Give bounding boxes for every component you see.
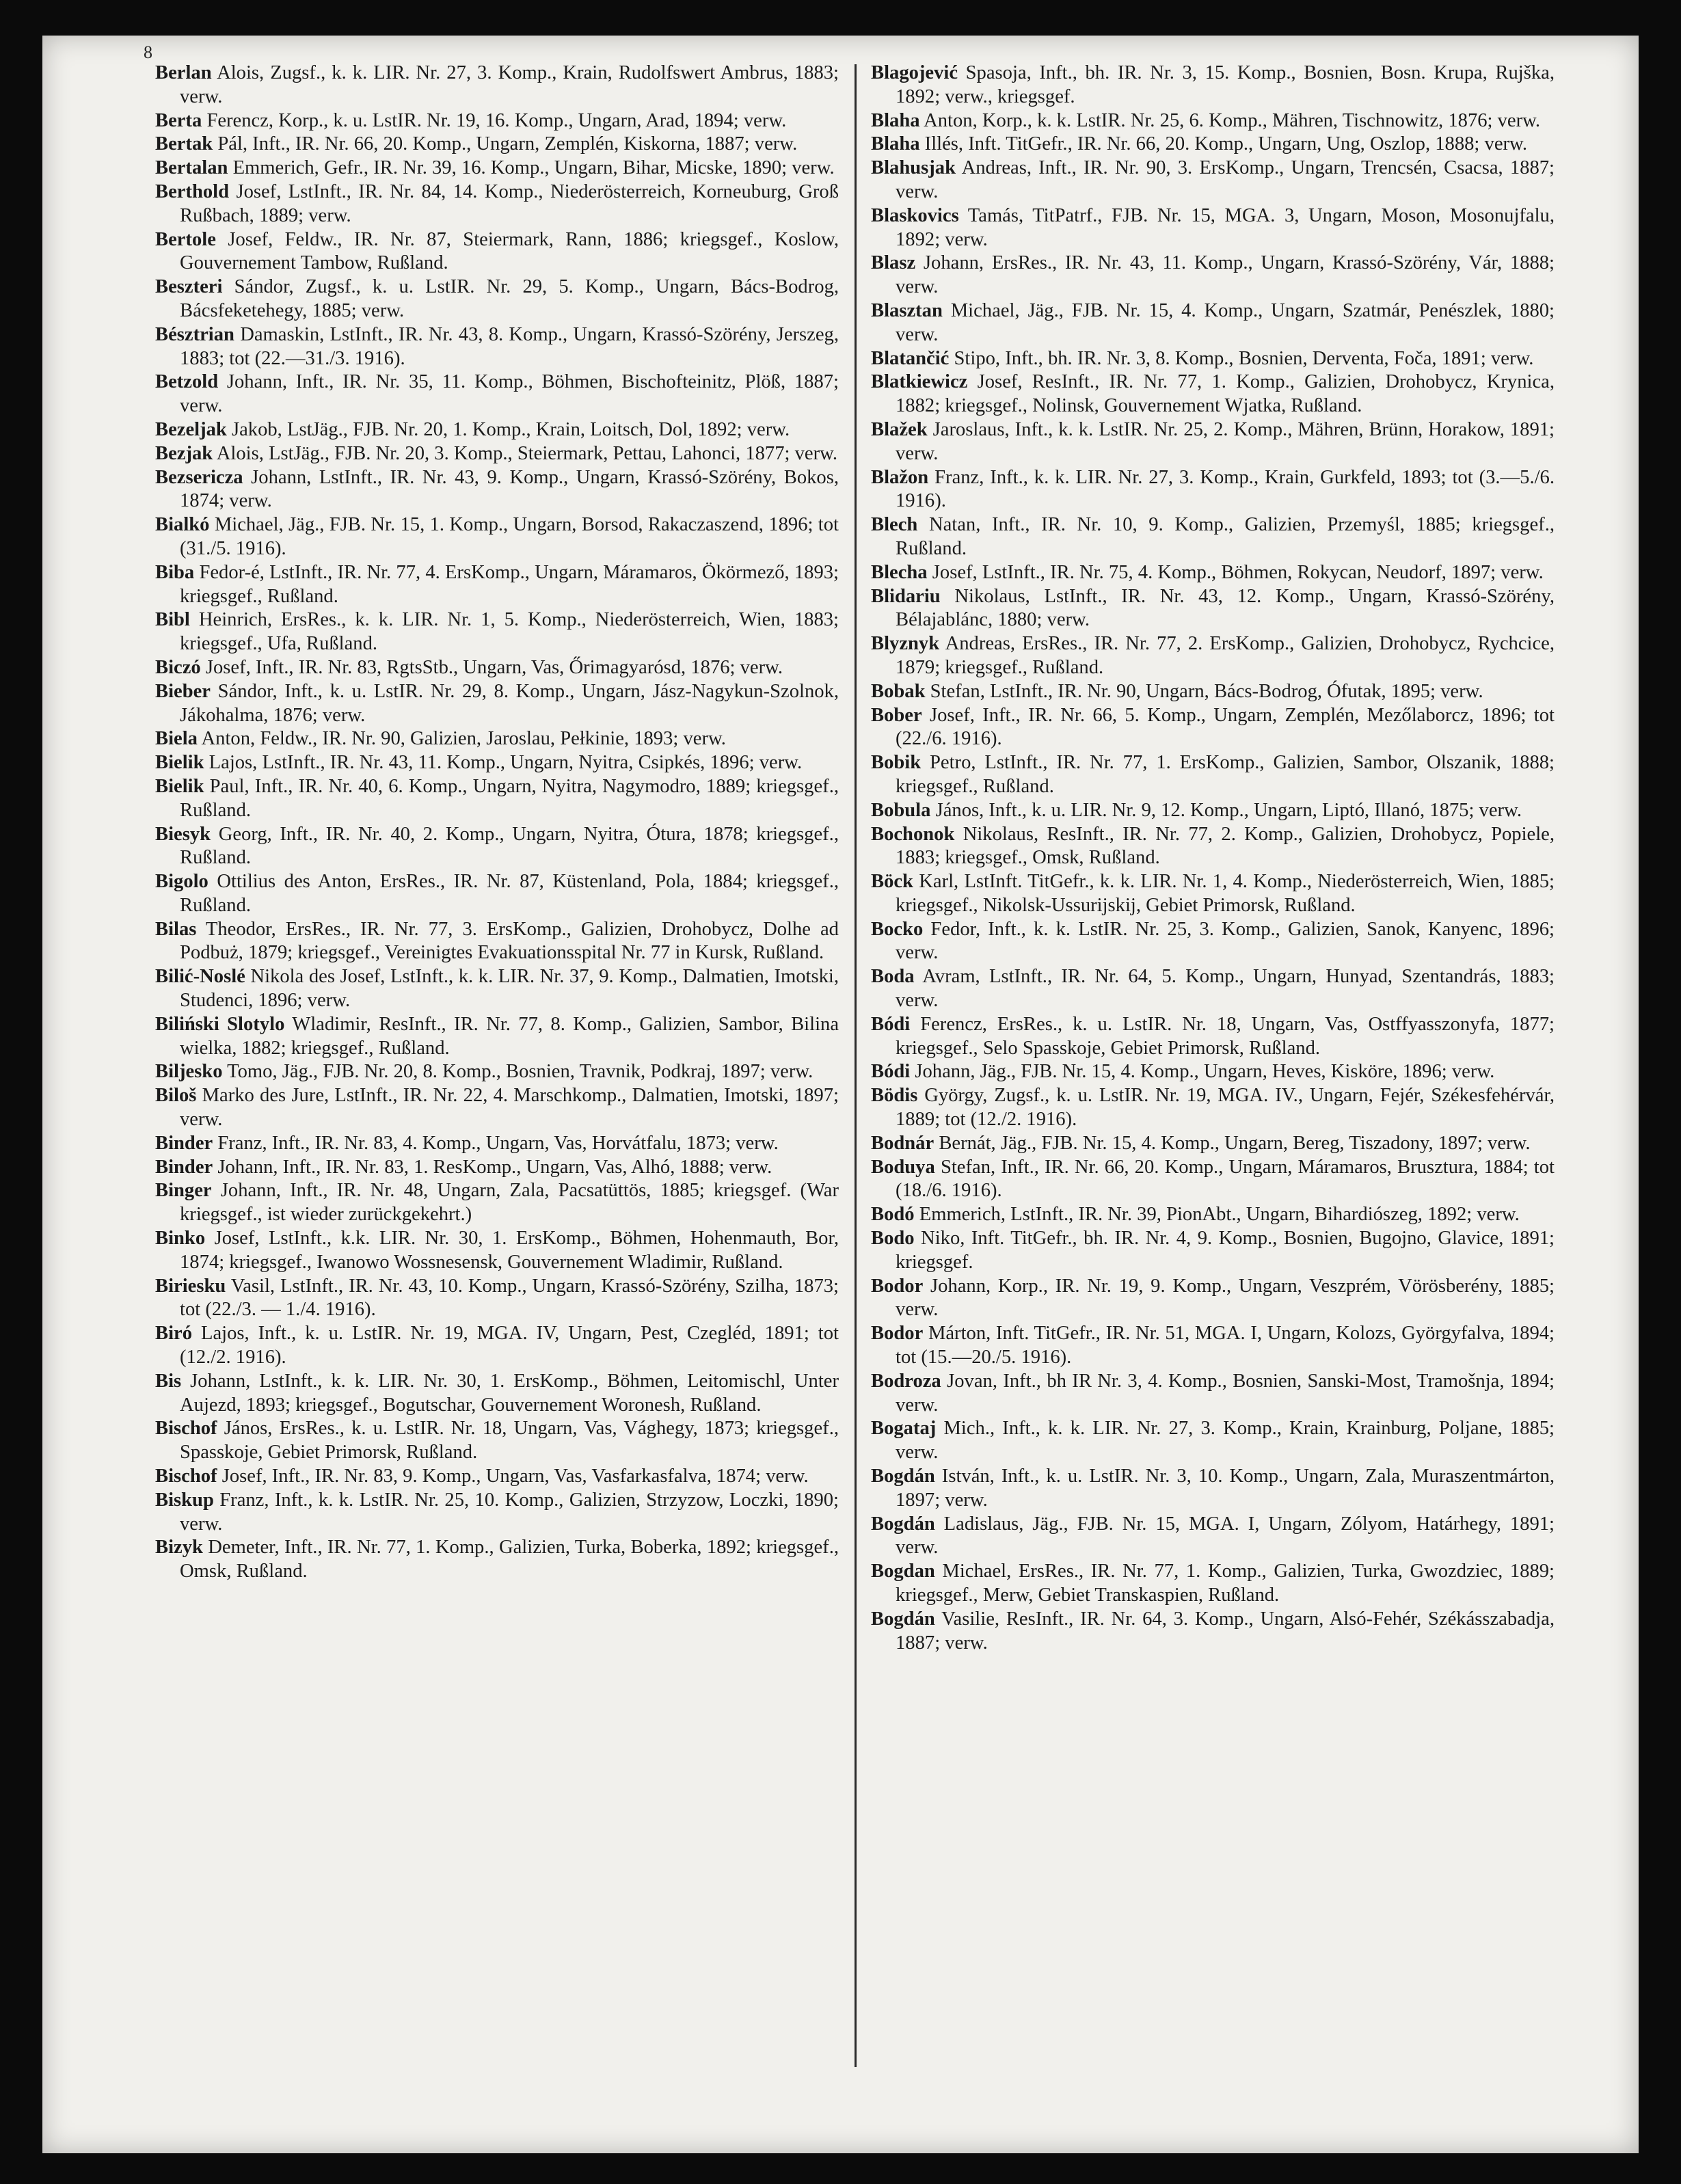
- entry-details: Damaskin, LstInft., IR. Nr. 43, 8. Komp., Ungarn, Krassó-Szörény, Jerszeg, 1883; tot (22.—31./3. 1916).: [180, 323, 839, 369]
- surname: Berta: [155, 109, 202, 131]
- surname: Bobula: [871, 799, 931, 821]
- surname: Bezsericza: [155, 466, 243, 488]
- entry-details: Johann, LstInft., IR. Nr. 43, 9. Komp., Ungarn, Krassó-Szörény, Bokos, 1874; verw.: [180, 466, 839, 512]
- casualty-entry: [155, 1179, 839, 1227]
- entry-details: Illés, Inft. TitGefr., IR. Nr. 66, 20. Komp., Ungarn, Ung, Oszlop, 1888; verw.: [924, 133, 1527, 155]
- entry-details: Michael, Jäg., FJB. Nr. 15, 1. Komp., Ungarn, Borsod, Rakaczaszend, 1896; tot (31./5. 1916).: [180, 514, 839, 559]
- surname: Bódi: [871, 1061, 911, 1083]
- surname: Bilić-Noslé: [155, 966, 245, 988]
- entry-details: Stefan, LstInft., IR. Nr. 90, Ungarn, Bács-Bodrog, Ófutak, 1895; verw.: [930, 680, 1483, 702]
- surname: Biczó: [155, 656, 201, 678]
- entry-details: Ladislaus, Jäg., FJB. Nr. 15, MGA. I, Ungarn, Zólyom, Határhegy, 1891; verw.: [896, 1513, 1555, 1559]
- casualty-entry: [155, 1275, 839, 1323]
- casualty-entry: [871, 1370, 1555, 1418]
- entry-details: Josef, Inft., IR. Nr. 83, 9. Komp., Ungarn, Vas, Vasfarkasfalva, 1874; verw.: [221, 1466, 809, 1487]
- surname: Bezjak: [155, 442, 213, 464]
- casualty-entry: [155, 775, 839, 823]
- surname: Bertalan: [155, 157, 228, 179]
- entry-details: Josef, Feldw., IR. Nr. 87, Steiermark, Rann, 1886; kriegsgef., Koslow, Gouvernement Tambow, Rußland.: [180, 228, 839, 274]
- casualty-entry: [871, 918, 1555, 966]
- surname: Blažek: [871, 418, 928, 440]
- entry-details: Josef, Inft., IR. Nr. 83, RgtsStb., Ungarn, Vas, Őrimagyarósd, 1876; verw.: [205, 656, 783, 678]
- casualty-entry: [155, 418, 839, 442]
- surname: Blažon: [871, 466, 929, 488]
- entry-details: Josef, Inft., IR. Nr. 66, 5. Komp., Ungarn, Zemplén, Mezőlaborcz, 1896; tot (22./6. 1916).: [896, 704, 1555, 750]
- entry-details: Johann, ErsRes., IR. Nr. 43, 11. Komp., Ungarn, Krassó-Szörény, Vár, 1888; verw.: [896, 252, 1555, 298]
- entry-details: Anton, Feldw., IR. Nr. 90, Galizien, Jaroslau, Pełkinie, 1893; verw.: [201, 728, 726, 750]
- surname: Berlan: [155, 62, 212, 83]
- surname: Blidariu: [871, 585, 941, 607]
- casualty-entry: [871, 585, 1555, 633]
- entry-details: János, ErsRes., k. u. LstIR. Nr. 18, Ungarn, Vas, Vághegy, 1873; kriegsgef., Spasskoje, Gebiet Primorsk, Rußland.: [180, 1418, 839, 1464]
- casualty-entry: [155, 1417, 839, 1465]
- surname: Bogdán: [871, 1466, 935, 1487]
- surname: Bodor: [871, 1275, 924, 1297]
- entry-details: Vasilie, ResInft., IR. Nr. 64, 3. Komp., Ungarn, Alsó-Fehér, Székásszabadja, 1887; verw.: [896, 1608, 1555, 1654]
- entry-details: Jaroslaus, Inft., k. k. LstIR. Nr. 25, 2. Komp., Mähren, Brünn, Horakow, 1891; verw.: [896, 418, 1555, 464]
- casualty-entry: [871, 133, 1555, 157]
- casualty-entry: [871, 1513, 1555, 1561]
- entry-details: Niko, Inft. TitGefr., bh. IR. Nr. 4, 9. Komp., Bosnien, Bugojno, Glavice, 1891; kriegsgef.: [896, 1228, 1555, 1273]
- entry-details: Georg, Inft., IR. Nr. 40, 2. Komp., Ungarn, Nyitra, Ótura, 1878; kriegsgef., Rußland.: [180, 823, 839, 869]
- casualty-entry: [155, 1227, 839, 1275]
- surname: Blyznyk: [871, 633, 940, 655]
- casualty-entry: [871, 1560, 1555, 1608]
- surname: Binger: [155, 1180, 212, 1202]
- casualty-entry: [871, 1156, 1555, 1204]
- surname: Bodroza: [871, 1370, 941, 1392]
- entry-details: Petro, LstInft., IR. Nr. 77, 1. ErsKomp., Galizien, Sambor, Olszanik, 1888; kriegsgef., Rußland.: [896, 752, 1555, 797]
- entry-details: Michael, Jäg., FJB. Nr. 15, 4. Komp., Ungarn, Szatmár, Penészlek, 1880; verw.: [896, 299, 1555, 345]
- entry-details: Jovan, Inft., bh IR Nr. 3, 4. Komp., Bosnien, Sanski-Most, Tramošnja, 1894; verw.: [896, 1370, 1555, 1416]
- casualty-entry: [155, 965, 839, 1013]
- casualty-entry: [155, 442, 839, 466]
- entry-details: Sándor, Inft., k. u. LstIR. Nr. 29, 8. Komp., Ungarn, Jász-Nagykun-Szolnok, Jákohalma, 1876; verw.: [180, 680, 839, 726]
- surname: Binko: [155, 1228, 206, 1250]
- entry-details: Tomo, Jäg., FJB. Nr. 20, 8. Komp., Bosnien, Travnik, Podkraj, 1897; verw.: [227, 1061, 813, 1083]
- casualty-entry: [155, 180, 839, 228]
- entry-details: Franz, Inft., IR. Nr. 83, 4. Komp., Ungarn, Vas, Horvátfalu, 1873; verw.: [217, 1132, 779, 1154]
- casualty-entry: [871, 704, 1555, 752]
- surname: Blaha: [871, 109, 920, 131]
- entry-details: Ferencz, ErsRes., k. u. LstIR. Nr. 18, Ungarn, Vas, Ostffyasszonyfa, 1877; kriegsgef., Selo Spasskoje, Gebiet Primorsk, Rußland.: [896, 1013, 1555, 1059]
- entry-details: Nikolaus, LstInft., IR. Nr. 43, 12. Komp., Ungarn, Krassó-Szörény, Bélajablánc, 1880; verw.: [896, 585, 1555, 631]
- surname: Bibl: [155, 609, 190, 631]
- surname: Biesyk: [155, 823, 211, 845]
- surname: Bielik: [155, 752, 204, 774]
- entry-details: Emmerich, Gefr., IR. Nr. 39, 16. Komp., Ungarn, Bihar, Micske, 1890; verw.: [232, 157, 835, 179]
- casualty-entry: [871, 252, 1555, 299]
- surname: Blaskovics: [871, 204, 959, 226]
- casualty-entry: [155, 1132, 839, 1156]
- entry-details: György, Zugsf., k. u. LstIR. Nr. 19, MGA. IV., Ungarn, Fejér, Székesfehérvár, 1889; tot (12./2. 1916).: [896, 1085, 1555, 1131]
- casualty-entry: [155, 133, 839, 157]
- casualty-entry: [871, 1084, 1555, 1132]
- entry-details: Johann, Jäg., FJB. Nr. 15, 4. Komp., Ungarn, Heves, Kisköre, 1896; verw.: [915, 1061, 1495, 1083]
- entry-details: Bernát, Jäg., FJB. Nr. 15, 4. Komp., Ungarn, Bereg, Tiszadony, 1897; verw.: [939, 1132, 1531, 1154]
- surname: Biljesko: [155, 1061, 223, 1083]
- entry-details: Márton, Inft. TitGefr., IR. Nr. 51, MGA. I, Ungarn, Kolozs, Györgyfalva, 1894; tot (15.—20./5. 1916).: [896, 1323, 1555, 1369]
- casualty-entry: [871, 418, 1555, 466]
- entry-details: Josef, LstInft., k.k. LIR. Nr. 30, 1. ErsKomp., Böhmen, Hohenmauth, Bor, 1874; kriegsgef., Iwanowo Wossnesensk, Gouvernement Wladimir, Rußland.: [180, 1228, 839, 1273]
- casualty-entry: [155, 656, 839, 680]
- entry-details: Karl, LstInft. TitGefr., k. k. LIR. Nr. 1, 4. Komp., Niederösterreich, Wien, 1885; kriegsgef., Nikolsk-Ussurijskij, Gebiet Primorsk, Rußland.: [896, 871, 1555, 916]
- surname: Bésztrian: [155, 323, 234, 345]
- casualty-entry: [871, 1227, 1555, 1275]
- entry-details: Avram, LstInft., IR. Nr. 64, 5. Komp., Ungarn, Hunyad, Szentandrás, 1883; verw.: [896, 966, 1555, 1012]
- entry-details: Johann, LstInft., k. k. LIR. Nr. 30, 1. ErsKomp., Böhmen, Leitomischl, Unter Aujezd, 1893; kriegsgef., Bogutschar, Gouvernement Woronesh, Rußland.: [180, 1370, 839, 1416]
- casualty-entry: [155, 323, 839, 371]
- casualty-entry: [871, 1132, 1555, 1156]
- casualty-entry: [871, 751, 1555, 799]
- casualty-entry: [155, 680, 839, 728]
- entry-details: Natan, Inft., IR. Nr. 10, 9. Komp., Galizien, Przemyśl, 1885; kriegsgef., Rußland.: [896, 514, 1555, 559]
- casualty-entry: [155, 608, 839, 656]
- entry-details: Johann, Inft., IR. Nr. 48, Ungarn, Zala, Pacsatüttös, 1885; kriegsgef. (War kriegsgef., ist wieder zurückgekehrt.): [180, 1180, 839, 1226]
- surname: Boduya: [871, 1156, 935, 1178]
- entry-details: Anton, Korp., k. k. LstIR. Nr. 25, 6. Komp., Mähren, Tischnowitz, 1876; verw.: [924, 109, 1541, 131]
- casualty-entry: [871, 370, 1555, 418]
- entry-details: Heinrich, ErsRes., k. k. LIR. Nr. 1, 5. Komp., Niederösterreich, Wien, 1883; kriegsgef., Ufa, Rußland.: [180, 609, 839, 655]
- surname: Bochonok: [871, 823, 955, 845]
- casualty-entry: [155, 275, 839, 323]
- entry-details: Vasil, LstInft., IR. Nr. 43, 10. Komp., Ungarn, Krassó-Szörény, Szilha, 1873; tot (22./3. — 1./4. 1916).: [180, 1275, 839, 1321]
- entry-details: Josef, LstInft., IR. Nr. 75, 4. Komp., Böhmen, Rokycan, Neudorf, 1897; verw.: [932, 561, 1544, 583]
- entry-details: Andreas, ErsRes., IR. Nr. 77, 2. ErsKomp., Galizien, Drohobycz, Rychcice, 1879; kriegsgef., Rußland.: [896, 633, 1555, 678]
- surname: Bertole: [155, 228, 216, 250]
- casualty-entry: [155, 1489, 839, 1537]
- casualty-entry: [871, 1275, 1555, 1323]
- surname: Biriesku: [155, 1275, 226, 1297]
- casualty-entry: [155, 1084, 839, 1132]
- entry-details: Wladimir, ResInft., IR. Nr. 77, 8. Komp., Galizien, Sambor, Bilina wielka, 1882; kriegsgef., Rußland.: [180, 1013, 839, 1059]
- casualty-entry: [871, 347, 1555, 371]
- entry-details: Emmerich, LstInft., IR. Nr. 39, PionAbt., Ungarn, Bihardiószeg, 1892; verw.: [919, 1204, 1520, 1226]
- casualty-entry: [155, 513, 839, 561]
- surname: Bieber: [155, 680, 211, 702]
- surname: Bodnár: [871, 1132, 934, 1154]
- casualty-entry: [871, 299, 1555, 347]
- left-column: [155, 62, 839, 1584]
- casualty-entry: [155, 1536, 839, 1584]
- casualty-entry: [871, 1608, 1555, 1656]
- casualty-entry: [871, 1465, 1555, 1513]
- entry-details: Franz, Inft., k. k. LstIR. Nr. 25, 10. Komp., Galizien, Strzyzow, Loczki, 1890; verw.: [180, 1489, 839, 1535]
- entry-details: Tamás, TitPatrf., FJB. Nr. 15, MGA. 3, Ungarn, Moson, Mosonujfalu, 1892; verw.: [896, 204, 1555, 250]
- right-column: [871, 62, 1555, 1655]
- casualty-entry: [871, 632, 1555, 680]
- surname: Blatkiewicz: [871, 371, 968, 393]
- casualty-entry: [871, 965, 1555, 1013]
- entry-details: Ottilius des Anton, ErsRes., IR. Nr. 87, Küstenland, Pola, 1884; kriegsgef., Rußland.: [180, 871, 839, 916]
- surname: Bódi: [871, 1013, 911, 1035]
- casualty-entry: [871, 561, 1555, 585]
- surname: Bis: [155, 1370, 182, 1392]
- entry-details: Theodor, ErsRes., IR. Nr. 77, 3. ErsKomp., Galizien, Drohobycz, Dolhe ad Podbuż, 1879; kriegsgef., Vereinigtes Evakuationsspital Nr. 77 in Kursk, Rußland.: [180, 918, 839, 964]
- entry-details: Jakob, LstJäg., FJB. Nr. 20, 1. Komp., Krain, Loitsch, Dol, 1892; verw.: [231, 418, 790, 440]
- casualty-entry: [871, 870, 1555, 918]
- entry-details: Pál, Inft., IR. Nr. 66, 20. Komp., Ungarn, Zemplén, Kiskorna, 1887; verw.: [217, 133, 798, 155]
- casualty-entry: [871, 1060, 1555, 1084]
- entry-details: Fedor-é, LstInft., IR. Nr. 77, 4. ErsKomp., Ungarn, Máramaros, Ökörmező, 1893; kriegsgef., Rußland.: [180, 561, 839, 607]
- surname: Bischof: [155, 1466, 217, 1487]
- surname: Berthold: [155, 180, 230, 202]
- surname: Bodo: [871, 1228, 915, 1250]
- surname: Biloš: [155, 1085, 197, 1107]
- entry-details: Michael, ErsRes., IR. Nr. 77, 1. Komp., Galizien, Turka, Gwozdziec, 1889; kriegsgef., Merw, Gebiet Transkaspien, Rußland.: [896, 1561, 1555, 1606]
- surname: Bogataj: [871, 1418, 937, 1440]
- surname: Bezeljak: [155, 418, 227, 440]
- entry-details: János, Inft., k. u. LIR. Nr. 9, 12. Komp., Ungarn, Liptó, Illanó, 1875; verw.: [935, 799, 1522, 821]
- entry-details: Josef, ResInft., IR. Nr. 77, 1. Komp., Galizien, Drohobycz, Krynica, 1882; kriegsgef., Nolinsk, Gouvernement Wjatka, Rußland.: [896, 371, 1555, 417]
- casualty-entry: [155, 918, 839, 966]
- casualty-entry: [155, 1370, 839, 1418]
- entry-details: Stipo, Inft., bh. IR. Nr. 3, 8. Komp., Bosnien, Derventa, Foča, 1891; verw.: [954, 347, 1534, 369]
- entry-details: Alois, Zugsf., k. k. LIR. Nr. 27, 3. Komp., Krain, Rudolfswert Ambrus, 1883; verw.: [180, 62, 839, 107]
- casualty-entry: [871, 109, 1555, 133]
- entry-details: Alois, LstJäg., FJB. Nr. 20, 3. Komp., Steiermark, Pettau, Lahonci, 1877; verw.: [216, 442, 838, 464]
- entry-details: Andreas, Inft., IR. Nr. 90, 3. ErsKomp., Ungarn, Trencsén, Csacsa, 1887; verw.: [896, 157, 1555, 202]
- casualty-entry: [155, 157, 839, 180]
- entry-details: Lajos, LstInft., IR. Nr. 43, 11. Komp., Ungarn, Nyitra, Csipkés, 1896; verw.: [209, 752, 803, 774]
- surname: Bogdan: [871, 1561, 935, 1582]
- entry-details: Lajos, Inft., k. u. LstIR. Nr. 19, MGA. IV, Ungarn, Pest, Czegléd, 1891; tot (12./2. 1916).: [180, 1323, 839, 1369]
- casualty-entry: [155, 228, 839, 276]
- surname: Bödis: [871, 1085, 918, 1107]
- surname: Blasz: [871, 252, 916, 274]
- surname: Boda: [871, 966, 915, 988]
- casualty-entry: [155, 727, 839, 751]
- casualty-entry: [871, 1322, 1555, 1370]
- surname: Biela: [155, 728, 198, 750]
- surname: Binder: [155, 1132, 213, 1154]
- entry-details: Marko des Jure, LstInft., IR. Nr. 22, 4. Marschkomp., Dalmatien, Imotski, 1897; verw.: [180, 1085, 839, 1131]
- casualty-entry: [155, 1465, 839, 1489]
- entry-details: Demeter, Inft., IR. Nr. 77, 1. Komp., Galizien, Turka, Boberka, 1892; kriegsgef., Omsk, Rußland.: [180, 1537, 839, 1582]
- casualty-entry: [155, 1013, 839, 1061]
- surname: Bogdán: [871, 1608, 935, 1630]
- casualty-entry: [871, 62, 1555, 109]
- casualty-entry: [155, 1156, 839, 1180]
- entry-details: Stefan, Inft., IR. Nr. 66, 20. Komp., Ungarn, Máramaros, Brusztura, 1884; tot (18./6. 1916).: [896, 1156, 1555, 1202]
- casualty-entry: [871, 1013, 1555, 1061]
- surname: Blatančić: [871, 347, 950, 369]
- entry-details: Spasoja, Inft., bh. IR. Nr. 3, 15. Komp., Bosnien, Bosn. Krupa, Rujška, 1892; verw., kriegsgef.: [896, 62, 1555, 107]
- casualty-entry: [155, 466, 839, 514]
- casualty-entry: [155, 109, 839, 133]
- surname: Bobik: [871, 752, 922, 774]
- surname: Biskup: [155, 1489, 214, 1511]
- casualty-entry: [155, 370, 839, 418]
- surname: Bischof: [155, 1418, 217, 1440]
- entry-details: Sándor, Zugsf., k. u. LstIR. Nr. 29, 5. Komp., Ungarn, Bács-Bodrog, Bácsfeketehegy, 1885; verw.: [180, 276, 839, 321]
- surname: Blech: [871, 514, 918, 536]
- surname: Blagojević: [871, 62, 958, 83]
- entry-details: Nikola des Josef, LstInft., k. k. LIR. Nr. 37, 9. Komp., Dalmatien, Imotski, Studenci, 1896; verw.: [180, 966, 839, 1012]
- column-divider: [855, 64, 857, 2067]
- surname: Bodor: [871, 1323, 924, 1345]
- scanned-page: [42, 36, 1639, 2153]
- surname: Blahusjak: [871, 157, 956, 179]
- surname: Blaha: [871, 133, 920, 155]
- entry-details: István, Inft., k. u. LstIR. Nr. 3, 10. Komp., Ungarn, Zala, Muraszentmárton, 1897; verw.: [896, 1466, 1555, 1511]
- casualty-entry: [155, 751, 839, 775]
- entry-details: Nikolaus, ResInft., IR. Nr. 77, 2. Komp., Galizien, Drohobycz, Popiele, 1883; kriegsgef., Omsk, Rußland.: [896, 823, 1555, 869]
- casualty-entry: [871, 513, 1555, 561]
- entry-details: Franz, Inft., k. k. LIR. Nr. 27, 3. Komp., Krain, Gurkfeld, 1893; tot (3.—5./6. 1916).: [896, 466, 1555, 512]
- casualty-entry: [871, 799, 1555, 823]
- surname: Biliński Slotylo: [155, 1013, 285, 1035]
- casualty-entry: [871, 157, 1555, 204]
- surname: Bertak: [155, 133, 213, 155]
- surname: Blecha: [871, 561, 928, 583]
- casualty-entry: [871, 1417, 1555, 1465]
- casualty-entry: [155, 1322, 839, 1370]
- surname: Bober: [871, 704, 922, 726]
- surname: Bialkó: [155, 514, 210, 536]
- surname: Bobak: [871, 680, 926, 702]
- surname: Bilas: [155, 918, 197, 940]
- surname: Bielik: [155, 775, 204, 797]
- surname: Böck: [871, 871, 913, 893]
- surname: Binder: [155, 1156, 213, 1178]
- entry-details: Johann, Inft., IR. Nr. 35, 11. Komp., Böhmen, Bischofteinitz, Plöß, 1887; verw.: [180, 371, 839, 417]
- surname: Bogdán: [871, 1513, 935, 1535]
- surname: Bigolo: [155, 871, 209, 893]
- casualty-entry: [871, 1203, 1555, 1227]
- entry-details: Paul, Inft., IR. Nr. 40, 6. Komp., Ungarn, Nyitra, Nagymodro, 1889; kriegsgef., Rußland.: [180, 775, 839, 821]
- page-number: 8: [144, 42, 152, 62]
- entry-details: Johann, Inft., IR. Nr. 83, 1. ResKomp., Ungarn, Vas, Alhó, 1888; verw.: [217, 1156, 772, 1178]
- entry-details: Fedor, Inft., k. k. LstIR. Nr. 25, 3. Komp., Galizien, Sanok, Kanyenc, 1896; verw.: [896, 918, 1555, 964]
- entry-details: Johann, Korp., IR. Nr. 19, 9. Komp., Ungarn, Veszprém, Vörösberény, 1885; verw.: [896, 1275, 1555, 1321]
- casualty-entry: [871, 466, 1555, 514]
- casualty-entry: [155, 1060, 839, 1084]
- surname: Bocko: [871, 918, 924, 940]
- entry-details: Josef, LstInft., IR. Nr. 84, 14. Komp., Niederösterreich, Korneuburg, Groß Rußbach, 1889; verw.: [180, 180, 839, 226]
- entry-details: Mich., Inft., k. k. LIR. Nr. 27, 3. Komp., Krain, Krainburg, Poljane, 1885; verw.: [896, 1418, 1555, 1464]
- surname: Blasztan: [871, 299, 943, 321]
- surname: Biba: [155, 561, 195, 583]
- casualty-entry: [871, 823, 1555, 871]
- casualty-entry: [155, 870, 839, 918]
- surname: Bizyk: [155, 1537, 203, 1559]
- casualty-entry: [155, 62, 839, 109]
- casualty-entry: [871, 204, 1555, 252]
- surname: Bodó: [871, 1204, 915, 1226]
- surname: Beszteri: [155, 276, 223, 298]
- casualty-entry: [155, 823, 839, 871]
- surname: Betzold: [155, 371, 219, 393]
- surname: Biró: [155, 1323, 193, 1345]
- casualty-entry: [155, 561, 839, 609]
- entry-details: Ferencz, Korp., k. u. LstIR. Nr. 19, 16. Komp., Ungarn, Arad, 1894; verw.: [206, 109, 787, 131]
- casualty-entry: [871, 680, 1555, 704]
